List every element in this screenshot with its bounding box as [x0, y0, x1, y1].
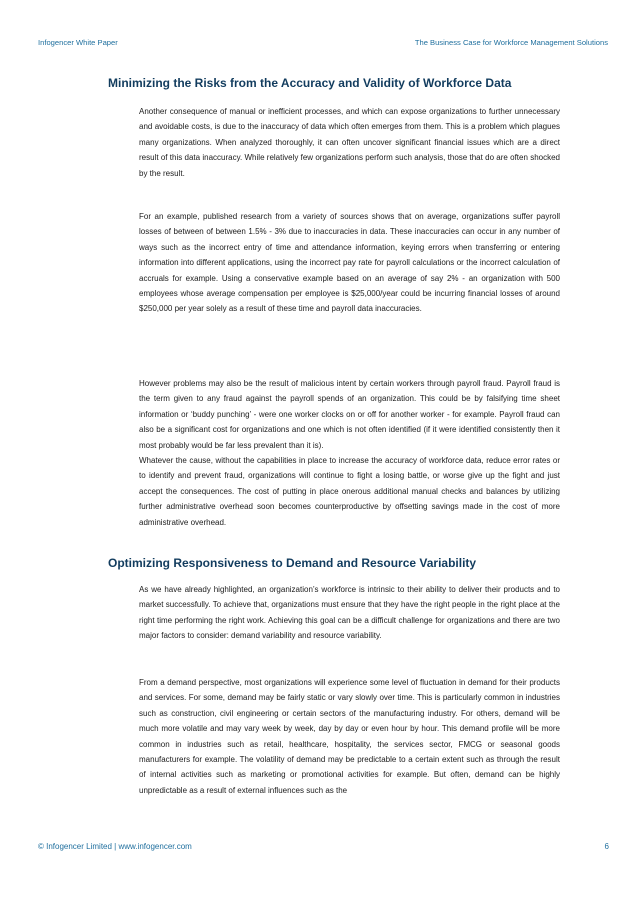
paragraph: Whatever the cause, without the capabilities in place to increase the accuracy of workforce data, reduce error rates or to identify and prevent fraud, organizations will continue to fight a losing battle, or worse give up the fight and just accept the consequences. The cost of putting in place onerous additional manual checks and balances by utilizing further administrative overhead soon becomes counterproductive by offsetting savings made in the cost of more administrative overhead.: [139, 456, 560, 527]
header-left: Infogencer White Paper: [38, 38, 118, 47]
page-number: 6: [604, 842, 609, 851]
section-heading-accuracy: Minimizing the Risks from the Accuracy and Validity of Workforce Data: [108, 76, 512, 90]
paragraph: As we have already highlighted, an organization’s workforce is intrinsic to their ability to deliver their products and to market successfully. To achieve that, organizations must ensure that they have the right people in the right place at the right time performing the right work. Achieving this goal can be a difficult challenge for organizations and there are two major factors to consider: demand variability and resource variability.: [139, 585, 560, 641]
paragraph: From a demand perspective, most organizations will experience some level of fluctuation in demand for their products and services. For some, demand may be fairly static or vary slowly over time. This is particularly common in industries such as construction, civil engineering or certain sectors of the manufacturing industry. For others, demand will be much more volatile and may vary week by week, day by day or even hour by hour. This demand profile will be more common in industries such as retail, healthcare, hospitality, the services sector, FMCG or seasonal goods manufacturers for example. The volatility of demand may be predictable to a certain extent such as through the result of internal activities such as marketing or promotional activities for example. But often, demand can be highly unpredictable as a result of external influences such as the: [139, 678, 560, 795]
footer-copyright: © Infogencer Limited | www.infogencer.com: [38, 842, 192, 851]
paragraph: However problems may also be the result of malicious intent by certain workers through payroll fraud. Payroll fraud is the term given to any fraud against the payroll spends of an organization. This could be by falsifying time sheet information or ‘buddy punching’ - were one worker clocks on or off for another worker - for example. Payroll fraud can also be a significant cost for organizations and one which is not often identified (if it were identified consistently then it most probably would be far less prevalent than it is).: [139, 379, 560, 450]
section-heading-responsiveness: Optimizing Responsiveness to Demand and Resource Variability: [108, 556, 477, 570]
paragraph: Another consequence of manual or inefficient processes, and which can expose organizations to further unnecessary and avoidable costs, is due to the inaccuracy of data which often emerges from them. This is a problem which plagues many organizations. When analyzed thoroughly, it can often uncover significant financial issues which are a direct result of this data inaccuracy. While relatively few organizations perform such analysis, those that do are often shocked by the result.: [139, 107, 560, 178]
paragraph: For an example, published research from a variety of sources shows that on average, organizations suffer payroll losses of between of between 1.5% - 3% due to inaccuracies in data. These inaccuracies can occur in any number of ways such as the incorrect entry of time and attendance information, keying errors when transferring or entering information into different applications, using the incorrect pay rate for payroll calculations or the incorrect calculation of accruals for example. Using a conservative example based on an average of say 2% - an organization with 500 employees whose average compensation per employee is $25,000/year could be incurring financial losses of around $250,000 per year solely as a result of these time and payroll data inaccuracies.: [139, 212, 560, 314]
header-right: The Business Case for Workforce Management Solutions: [414, 38, 608, 47]
